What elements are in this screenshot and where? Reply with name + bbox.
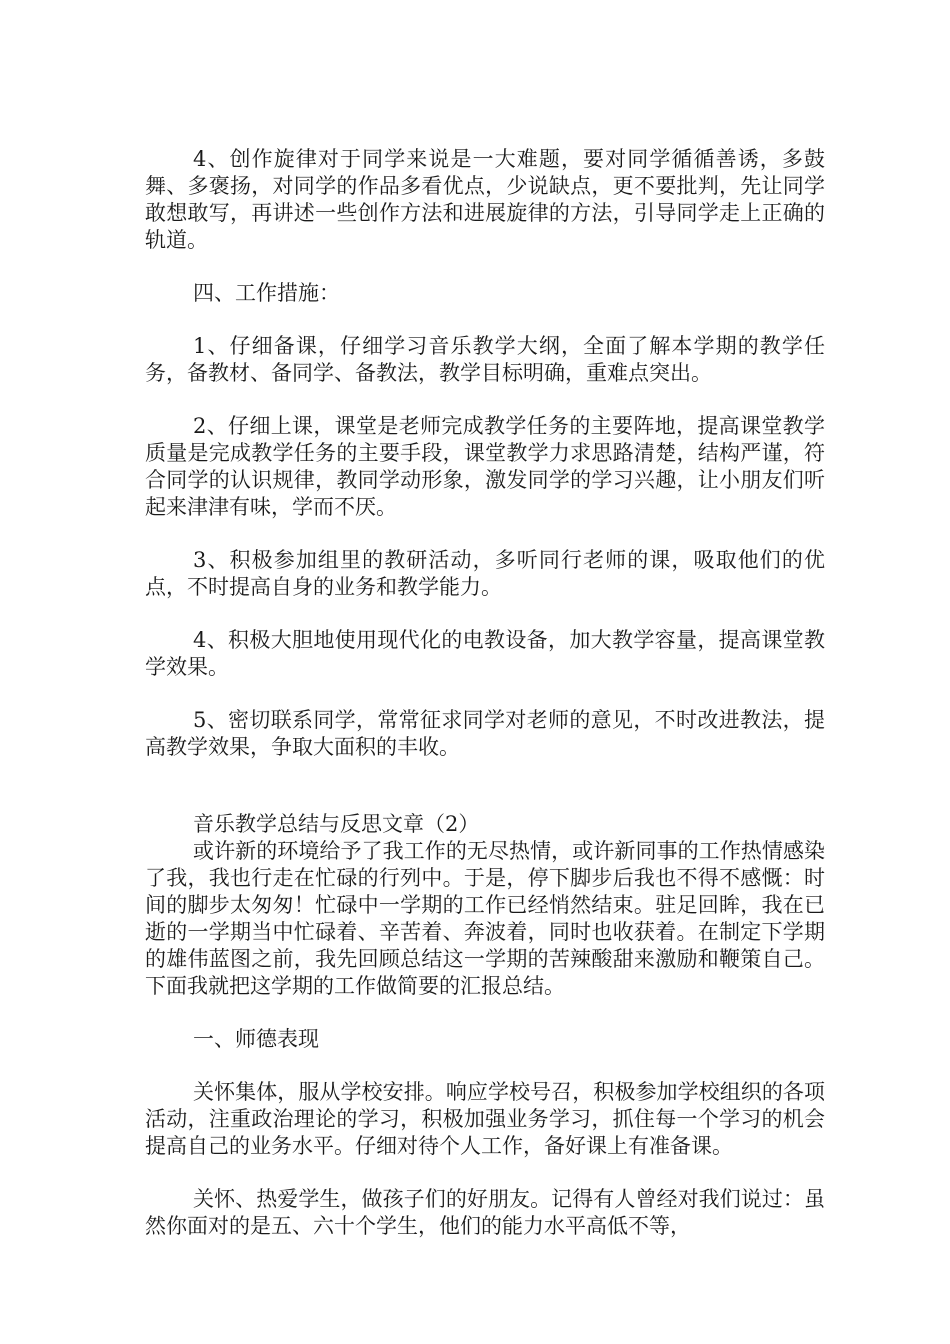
article-title: 音乐教学总结与反思文章（2） xyxy=(193,812,480,836)
paragraph-measure-3: 3、积极参加组里的教研活动，多听同行老师的课，吸取他们的优点，不时提高自身的业务和教学能力。 xyxy=(145,548,825,599)
paragraph-measure-5: 5、密切联系同学，常常征求同学对老师的意见，不时改进教法，提高教学效果，争取大面积的丰收。 xyxy=(145,708,825,759)
paragraph-article-intro: 或许新的环境给予了我工作的无尽热情，或许新同事的工作热情感染了我，我也行走在忙碌的行列中。于是，停下脚步后我也不得不感慨：时间的脚步太匆匆！忙碌中一学期的工作已经悄然结束。驻足回眸，我在已逝的一学期当中忙碌着、辛苦着、奔波着，同时也收获着。在制定下学期的雄伟蓝图之前，我先回顾总结这一学期的苦辣酸甜来激励和鞭策自己。下面我就把这学期的工作做简要的汇报总结。 xyxy=(145,839,825,998)
paragraph-care-collective: 关怀集体，服从学校安排。响应学校号召，积极参加学校组织的各项活动，注重政治理论的学习，积极加强业务学习，抓住每一个学习的机会提高自己的业务水平。仔细对待个人工作，备好课上有准备课。 xyxy=(145,1080,825,1158)
section-heading-teacher-ethics: 一、师德表现 xyxy=(193,1027,319,1051)
section-heading-work-measures: 四、工作措施： xyxy=(193,281,340,305)
paragraph-creative-melody: 4、创作旋律对于同学来说是一大难题，要对同学循循善诱，多鼓舞、多褒扬，对同学的作品多看优点，少说缺点，更不要批判，先让同学敢想敢写，再讲述一些创作方法和进展旋律的方法，引导同学走上正确的轨道。 xyxy=(145,147,825,252)
paragraph-measure-2: 2、仔细上课，课堂是老师完成教学任务的主要阵地，提高课堂教学质量是完成教学任务的主要手段，课堂教学力求思路清楚，结构严谨，符合同学的认识规律，教同学动形象，激发同学的学习兴趣，让小朋友们听起来津津有味，学而不厌。 xyxy=(145,414,825,519)
paragraph-measure-1: 1、仔细备课，仔细学习音乐教学大纲，全面了解本学期的教学任务，备教材、备同学、备教法，教学目标明确，重难点突出。 xyxy=(145,334,825,385)
paragraph-measure-4: 4、积极大胆地使用现代化的电教设备，加大教学容量，提高课堂教学效果。 xyxy=(145,628,825,679)
paragraph-care-students: 关怀、热爱学生，做孩子们的好朋友。记得有人曾经对我们说过：虽然你面对的是五、六十个学生，他们的能力水平高低不等， xyxy=(145,1187,825,1238)
document-body xyxy=(145,146,825,1240)
